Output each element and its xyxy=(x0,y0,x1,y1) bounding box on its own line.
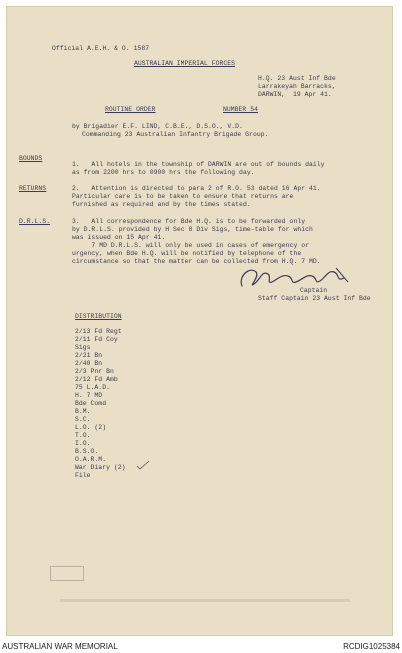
order-number: NUMBER 54 xyxy=(223,106,258,113)
distribution-item: 2/40 Bn xyxy=(75,360,103,367)
official-reference: Official A.E.H. & O. 1587 xyxy=(52,45,150,52)
distribution-item: 2/11 Fd Coy xyxy=(75,336,118,343)
para-1-line-2: as from 2200 hrs to 0900 hrs the following day. xyxy=(72,169,255,176)
footer-institution: AUSTRALIAN WAR MEMORIAL xyxy=(2,642,118,651)
distribution-item: T.O. xyxy=(75,432,91,439)
distribution-item: 2/3 Pnr Bn xyxy=(75,368,114,375)
footer-record-id: RCDIG1025384 xyxy=(343,642,400,651)
distribution-item: 2/21 Bn xyxy=(75,352,103,359)
para-2-line-1: 2. Attention is directed to para 2 of R.O. 53 dated 16 Apr 41. xyxy=(72,185,321,192)
para-2-line-2: Particular care is to be taken to ensure that returns are xyxy=(72,193,294,200)
hq-line: H.Q. 23 Aust Inf Bde xyxy=(258,75,336,82)
barracks-line: Larrakeyah Barracks, xyxy=(258,83,336,90)
distribution-item: Sigs xyxy=(75,344,91,351)
para-3-line-5: urgency, when Bde H.Q. will be notified by telephone of the xyxy=(72,250,302,257)
distribution-item: B.M. xyxy=(75,408,91,415)
distribution-item: H. 7 MD xyxy=(75,392,103,399)
order-title: ROUTINE ORDER xyxy=(105,106,156,113)
margin-bounds: BOUNDS xyxy=(19,155,43,162)
distribution-item: Bde Comd xyxy=(75,400,107,407)
document-page xyxy=(6,6,393,636)
distribution-heading: DISTRIBUTION xyxy=(75,313,122,320)
distribution-item: S.C. xyxy=(75,416,91,423)
distribution-item: L.O. (2) xyxy=(75,424,107,431)
distribution-item: War Diary (2) xyxy=(75,464,126,471)
tick-mark-icon xyxy=(136,460,150,470)
distribution-item: B.S.O. xyxy=(75,448,99,455)
distribution-item: I.O. xyxy=(75,440,91,447)
distribution-item: 75 L.A.D. xyxy=(75,384,110,391)
distribution-item: File xyxy=(75,472,91,479)
signature-appointment: Staff Captain 23 Aust Inf Bde xyxy=(258,295,371,302)
force-title: AUSTRALIAN IMPERIAL FORCES xyxy=(134,60,236,67)
issued-by: by Brigadier E.F. LIND, C.B.E., D.S.O., V.D. xyxy=(72,123,243,130)
commanding-line: Commanding 23 Australian Infantry Brigade Group. xyxy=(82,131,269,138)
archive-stamp xyxy=(50,566,84,581)
handwritten-signature xyxy=(236,262,356,292)
margin-drls: D.R.L.S. xyxy=(19,218,51,225)
para-3-line-4: 7 MD D.R.L.S. will only be used in cases of emergency or xyxy=(72,242,309,249)
para-2-line-3: furnished as required and by the times stated. xyxy=(72,201,251,208)
distribution-item: O.A.R.M. xyxy=(75,456,107,463)
bleed-through-text xyxy=(60,596,350,606)
margin-returns: RETURNS xyxy=(19,185,47,192)
archive-footer xyxy=(0,641,402,653)
para-1-line-1: 1. All hotels in the township of DARWIN are out of bounds daily xyxy=(72,161,325,168)
para-3-line-2: by D.R.L.S. provided by H Sec 8 Div Sigs, time-table for which xyxy=(72,226,313,233)
signature-rank: Captain xyxy=(300,287,328,294)
para-3-line-6: circumstance so that the matter can be collected from H.Q. 7 MD. xyxy=(72,258,321,265)
para-3-line-1: 3. All correspondence for Bde H.Q. is to be forwarded only xyxy=(72,218,306,225)
distribution-item: 2/13 Fd Regt xyxy=(75,328,122,335)
para-3-line-3: was issued on 15 Apr 41. xyxy=(72,234,166,241)
distribution-item: 2/12 Fd Amb xyxy=(75,376,118,383)
place-date-line: DARWIN, 19 Apr 41. xyxy=(258,91,332,98)
